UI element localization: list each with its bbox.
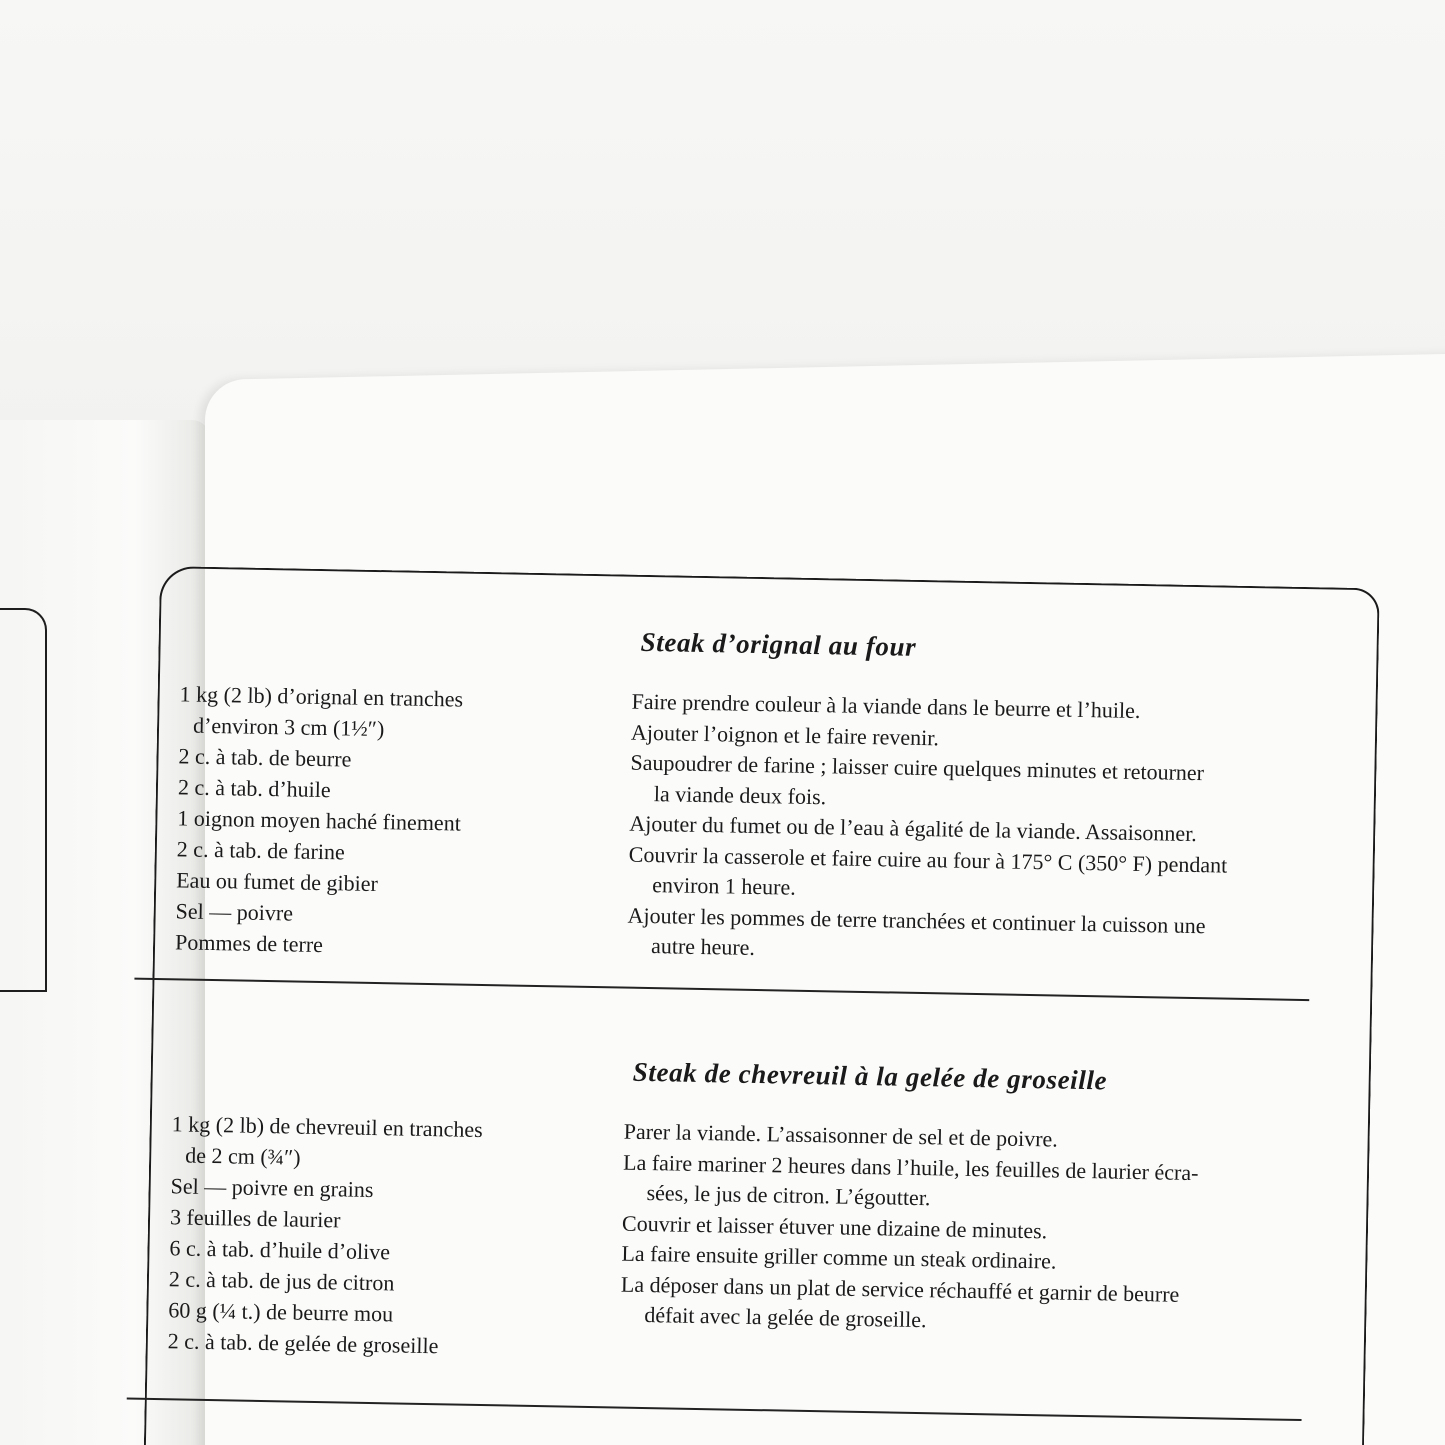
instruction-line: Ajouter les pommes de terre tranchées et continuer la cuisson une: [627, 902, 1206, 938]
instruction-line: Couvrir la casserole et faire cuire au four à 175° C (350° F) pendant: [628, 841, 1228, 878]
instruction-line: La faire ensuite griller comme un steak ordinaire.: [621, 1240, 1057, 1274]
instruction-line: Saupoudrer de farine ; laisser cuire quelques minutes et retourner: [630, 749, 1205, 786]
ingredient-item: 2 c. à tab. de gelée de groseille: [167, 1328, 439, 1359]
ingredient-item: 2 c. à tab. d’huile: [177, 774, 331, 803]
recipe-steak-orignal: [161, 618, 1377, 960]
ingredient-item: Sel — poivre: [175, 898, 294, 926]
ingredient-item: 1 oignon moyen haché finement: [177, 805, 462, 836]
ingredient-item: 1 kg (2 lb) d’orignal en tranches: [179, 681, 464, 712]
instruction-line: La déposer dans un plat de service réchauffé et garnir de beurre: [620, 1271, 1180, 1307]
instruction-line: défait avec la gelée de groseille.: [644, 1302, 927, 1333]
ingredient-item: Eau ou fumet de gibier: [176, 867, 379, 897]
left-page-frame: [0, 608, 47, 992]
instruction-line: la viande deux fois.: [653, 780, 827, 809]
instruction-line: Couvrir et laisser étuver une dizaine de minutes.: [621, 1210, 1048, 1243]
recipe-card-frame: [143, 566, 1379, 1445]
ingredient-item: 6 c. à tab. d’huile d’olive: [169, 1235, 391, 1265]
recipe-title: Steak d’orignal au four: [640, 626, 917, 662]
instruction-line: Ajouter du fumet ou de l’eau à égalité de la viande. Assaisonner.: [629, 810, 1198, 847]
ingredient-item: 3 feuilles de laurier: [169, 1204, 341, 1233]
ingredient-item: 1 kg (2 lb) de chevreuil en tranches: [171, 1111, 483, 1143]
section-divider: [134, 978, 1309, 1002]
ingredient-item: 2 c. à tab. de jus de citron: [168, 1266, 395, 1296]
recipe-title: Steak de chevreuil à la gelée de groseille: [632, 1056, 1108, 1096]
ingredient-item: 2 c. à tab. de farine: [176, 836, 345, 865]
instruction-list: [620, 1117, 1344, 1344]
instruction-line: autre heure.: [650, 933, 756, 960]
ingredient-item: Sel — poivre en grains: [170, 1173, 374, 1203]
instruction-line: Ajouter l’oignon et le faire revenir.: [630, 719, 940, 750]
instruction-line: Parer la viande. L’assaisonner de sel et de poivre.: [623, 1118, 1059, 1152]
instruction-line: Faire prendre couleur à la viande dans le beurre et l’huile.: [631, 688, 1141, 723]
ingredient-item: Pommes de terre: [174, 929, 324, 958]
instruction-line: environ 1 heure.: [652, 872, 797, 900]
section-divider: [127, 1398, 1302, 1422]
recipe-steak-chevreuil: [153, 1048, 1369, 1359]
instruction-list: [627, 687, 1352, 975]
instruction-line: sées, le jus de citron. L’égoutter.: [646, 1180, 931, 1211]
ingredient-list: [175, 678, 620, 965]
ingredient-item: 60 g (¼ t.) de beurre mou: [168, 1297, 394, 1327]
ingredient-item: de 2 cm (¾″): [184, 1142, 301, 1170]
ingredient-item: d’environ 3 cm (1½″): [192, 712, 385, 742]
instruction-line: La faire mariner 2 heures dans l’huile, les feuilles de laurier écra-: [622, 1149, 1199, 1185]
ingredient-item: 2 c. à tab. de beurre: [178, 743, 352, 772]
ingredient-list: [168, 1108, 612, 1364]
